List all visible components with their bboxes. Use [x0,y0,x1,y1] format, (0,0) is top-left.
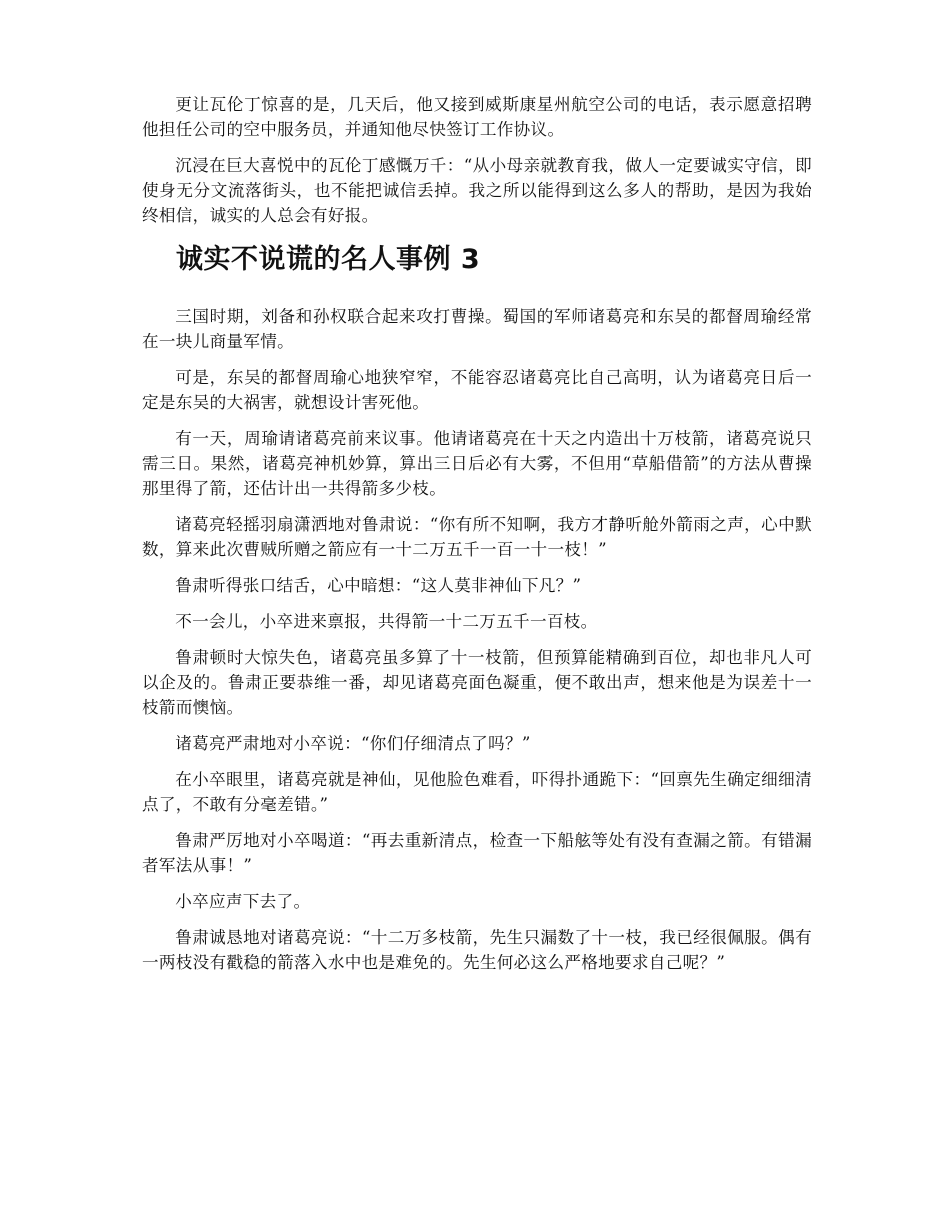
paragraph: 不一会儿，小卒进来禀报，共得箭一十二万五千一百枝。 [175,612,598,631]
paragraph: 有一天，周瑜请诸葛亮前来议事。他请诸葛亮在十天之内造出十万枝箭，诸葛亮说只需三日。果然，诸葛亮神机妙算，算出三日后必有大雾，不但用“草船借箭”的方法从曹操那里得了箭，还估计出一共得箭多少枝。 [142,429,812,498]
paragraph: 三国时期，刘备和孙权联合起来攻打曹操。蜀国的军师诸葛亮和东吴的都督周瑜经常在一块儿商量军情。 [142,307,812,351]
paragraph: 沉浸在巨大喜悦中的瓦伦丁感慨万千：“从小母亲就教育我，做人一定要诚实守信，即使身无分文流落街头，也不能把诚信丢掉。我之所以能得到这么多人的帮助，是因为我始终相信，诚实的人总会有好报。 [142,156,812,225]
paragraph: 可是，东吴的都督周瑜心地狭窄窄，不能容忍诸葛亮比自己高明，认为诸葛亮日后一定是东吴的大祸害，就想设计害死他。 [142,368,812,412]
paragraph: 鲁肃听得张口结舌，心中暗想：“这人莫非神仙下凡？” [175,576,582,595]
paragraph: 鲁肃严厉地对小卒喝道：“再去重新清点，检查一下船舷等处有没有查漏之箭。有错漏者军法从事！” [142,831,812,875]
paragraph: 诸葛亮严肃地对小卒说：“你们仔细清点了吗？” [175,734,531,753]
paragraph: 小卒应声下去了。 [175,892,311,911]
paragraph: 鲁肃诚恳地对诸葛亮说：“十二万多枝箭，先生只漏数了十一枝，我已经很佩服。偶有一两枝没有戳稳的箭落入水中也是难免的。先生何必这么严格地要求自己呢？” [142,928,812,972]
paragraph: 在小卒眼里，诸葛亮就是神仙，见他脸色难看，吓得扑通跪下：“回禀先生确定细细清点了，不敢有分毫差错。” [142,770,812,814]
section-heading: 诚实不说谎的名人事例 3 [176,244,481,275]
paragraph: 更让瓦伦丁惊喜的是，几天后，他又接到威斯康星州航空公司的电话，表示愿意招聘他担任公司的空中服务员，并通知他尽快签订工作协议。 [142,95,812,139]
document-page [142,92,812,986]
paragraph: 诸葛亮轻摇羽扇潇洒地对鲁肃说：“你有所不知啊，我方才静听舱外箭雨之声，心中默数，算来此次曹贼所赠之箭应有一十二万五千一百一十一枝！” [142,515,812,559]
paragraph: 鲁肃顿时大惊失色，诸葛亮虽多算了十一枝箭，但预算能精确到百位，却也非凡人可以企及的。鲁肃正要恭维一番，却见诸葛亮面色凝重，便不敢出声，想来他是为误差十一枝箭而懊恼。 [142,648,812,717]
